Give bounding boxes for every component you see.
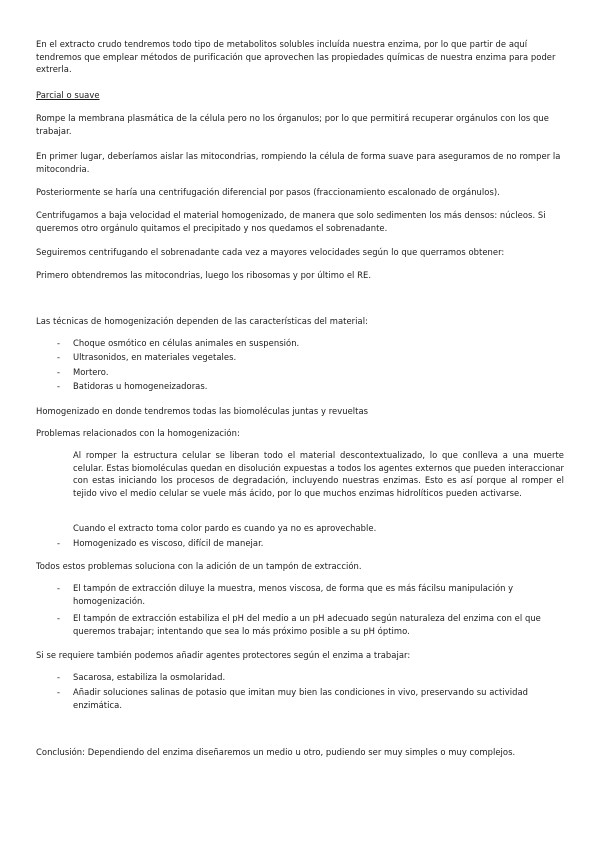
paragraph-membrane: Rompe la membrana plasmática de la célula pero no los órganulos; por lo que permitirá recuperar orgánulos con los que trabajar. <box>36 113 549 136</box>
list-dash: - <box>57 352 61 362</box>
list-dash: - <box>57 381 61 391</box>
list-item-text: Homogenizado es viscoso, difícil de manejar. <box>73 538 264 548</box>
problem-note: Cuando el extracto toma color pardo es cuando ya no es aprovechable. <box>73 523 377 533</box>
paragraph-supernatant: Seguiremos centrifugando el sobrenadante cada vez a mayores velocidades según lo que querramos obtener: <box>36 247 505 257</box>
paragraph-techniques: Las técnicas de homogenización dependen de las características del material: <box>36 316 368 326</box>
paragraph-homogenized: Homogenizado en donde tendremos todas las biomoléculas juntas y revueltas <box>36 406 369 416</box>
paragraph-mitochondria: En primer lugar, deberíamos aislar las mitocondrias, rompiendo la célula de forma suave para aseguramos de no romper la mitocondria. <box>36 151 561 174</box>
paragraph-centrifugation: Posteriormente se haría una centrifugación diferencial por pasos (fraccionamiento escalonado de orgánulos). <box>36 187 500 197</box>
list-item-text: Mortero. <box>73 367 109 377</box>
section-heading: Parcial o suave <box>36 90 100 100</box>
list-item-text: Ultrasonidos, en materiales vegetales. <box>73 352 237 362</box>
list-dash: - <box>57 672 61 682</box>
list-item-text: Choque osmótico en células animales en suspensión. <box>73 338 300 348</box>
paragraph-order: Primero obtendremos las mitocondrias, luego los ribosomas y por último el RE. <box>36 270 372 280</box>
list-dash: - <box>57 367 61 377</box>
list-item-text: El tampón de extracción diluye la muestra, menos viscosa, de forma que es más fácilsu manipulación y homogenización. <box>73 583 514 606</box>
list-item-text: El tampón de extracción estabiliza el pH del medio a un pH adecuado según naturaleza del enzima con el que queremos trabajar; intentando que sea lo más próximo posible a su pH óptimo. <box>73 613 541 636</box>
list-dash: - <box>57 538 61 548</box>
list-dash: - <box>57 338 61 348</box>
paragraph-low-speed: Centrifugamos a baja velocidad el material homogenizado, de manera que solo sedimenten los más densos: núcleos. Si queremos otro orgánulo quitamos el precipitado y nos quedamos el sobrenadante. <box>36 210 546 233</box>
list-item-text: Añadir soluciones salinas de potasio que imitan muy bien las condiciones in vivo, preservando su actividad enzimática. <box>73 687 529 710</box>
conclusion-paragraph: Conclusión: Dependiendo del enzima diseñaremos un medio u otro, pudiendo ser muy simples o muy complejos. <box>36 747 516 757</box>
intro-paragraph: En el extracto crudo tendremos todo tipo de metabolitos solubles incluída nuestra enzima, por lo que partir de aquí tendremos que emplear métodos de purificación que aprovechen las propiedades químicas de nuestra enzima para poder extrerla. <box>36 39 556 75</box>
list-dash: - <box>57 613 61 623</box>
problem-description: Al romper la estructura celular se liberan todo el material descontextualizado, lo que conlleva a una muerte celular. Estas biomoléculas quedan en disolución expuestas a todos los agentes externos que pueden interaccionar con estas iniciando los procesos de degradación, incluyendo nuestras enzimas. Esto es así porque al romper el tejido vivo el medio celular se vuele más ácido, por lo que muchos enzimas hidrolíticos pueden activarse. <box>73 450 564 498</box>
list-item-text: Batidoras u homogeneizadoras. <box>73 381 208 391</box>
list-dash: - <box>57 687 61 697</box>
paragraph-problems: Problemas relacionados con la homogenización: <box>36 428 240 438</box>
list-dash: - <box>57 583 61 593</box>
list-item-text: Sacarosa, estabiliza la osmolaridad. <box>73 672 226 682</box>
paragraph-protective: Si se requiere también podemos añadir agentes protectores según el enzima a trabajar: <box>36 650 411 660</box>
paragraph-buffer: Todos estos problemas soluciona con la adición de un tampón de extracción. <box>36 561 362 571</box>
